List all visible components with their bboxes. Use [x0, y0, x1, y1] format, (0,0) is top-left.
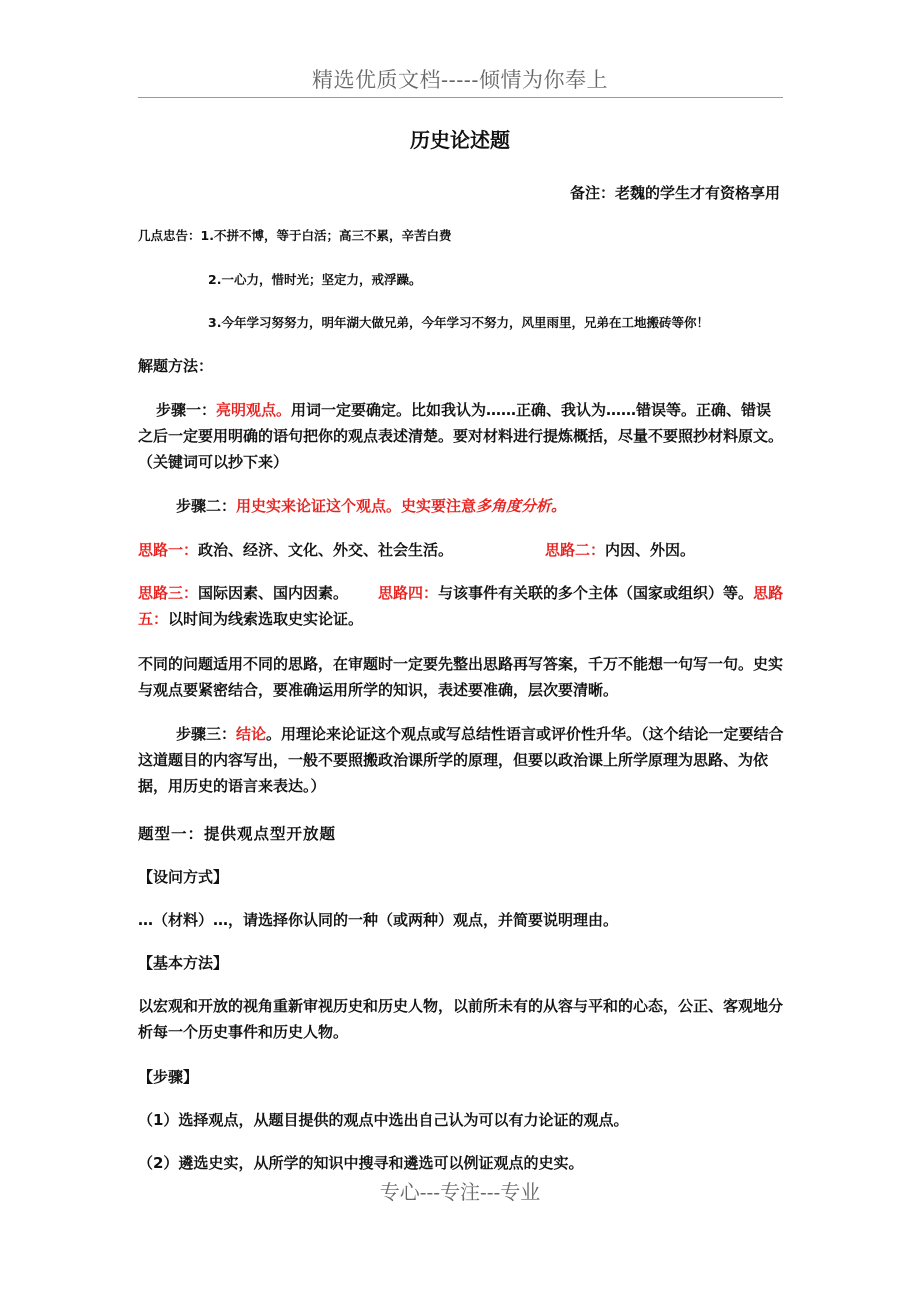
question-type-title: 题型一：提供观点型开放题 — [138, 825, 337, 843]
step2-label: 步骤二： — [176, 497, 237, 515]
advice-line-2: 2.一心力，惜时光；坚定力，戒浮躁。 — [208, 272, 422, 287]
ask-text: …（材料）…，请选择你认同的一种（或两种）观点，并简要说明理由。 — [138, 911, 619, 929]
step-item: （1）选择观点，从题目提供的观点中选出自己认为可以有力论证的观点。 — [138, 1111, 629, 1129]
page-header: 精选优质文档-----倾情为你奉上 — [312, 68, 608, 92]
step1-text: 用词一定要确定。比如我认为……正确、我认为……错误等。正确、错误之后一定要用明确的语句把你的观点表述清楚。要对材料进行提炼概括，尽量不要照抄材料原文。（关键词可以抄下来） — [138, 401, 784, 471]
step3-label: 步骤三： — [176, 725, 237, 743]
page-footer: 专心---专注---专业 — [379, 1180, 541, 1204]
steps-heading: 【步骤】 — [138, 1068, 199, 1086]
advice-line-3: 3.今年学习努努力，明年湖大做兄弟，今年学习不努力，风里雨里，兄弟在工地搬砖等你！ — [208, 315, 709, 330]
step2-key-italic: 多角度分析。 — [476, 497, 567, 515]
step-item: （2）遴选史实，从所学的知识中搜寻和遴选可以例证观点的史实。 — [138, 1154, 584, 1172]
idea3-text: 国际因素、国内因素。 — [198, 584, 349, 602]
step2-key: 用史实来论证这个观点。史实要注意 — [236, 497, 477, 515]
idea5-label: 思路五： — [138, 584, 784, 628]
idea-row-3 — [138, 580, 786, 632]
idea5-text: 以时间为线索选取史实论证。 — [168, 610, 364, 628]
idea4-label: 思路四： — [378, 584, 439, 602]
step3-text: 。用理论来论证这个观点或写总结性语言或评价性升华。（这个结论一定要结合这道题目的内容写出，一般不要照搬政治课所学的原理，但要以政治课上所学原理为思路、为依据，用历史的语言来表达。） — [138, 725, 784, 795]
ideas-note-paragraph: 不同的问题适用不同的思路，在审题时一定要先整出思路再写答案，千万不能想一句写一句。史实与观点要紧密结合，要准确运用所学的知识，表述要准确，层次要清晰。 — [138, 655, 784, 699]
idea4-text: 与该事件有关联的多个主体（国家或组织）等。 — [438, 584, 754, 602]
step2-paragraph — [138, 493, 786, 519]
step1-paragraph — [138, 397, 786, 475]
basic-heading: 【基本方法】 — [138, 954, 229, 972]
step1-label: 步骤一： — [156, 401, 217, 419]
remark-note: 备注：老魏的学生才有资格享用 — [569, 184, 780, 202]
idea3-label: 思路三： — [138, 584, 199, 602]
document-title: 历史论述题 — [410, 128, 510, 152]
method-label: 解题方法： — [138, 357, 214, 375]
advice-line-1: 几点忠告：1.不拼不博，等于白活；高三不累，辛苦白费 — [138, 228, 452, 243]
ask-heading: 【设问方式】 — [138, 868, 229, 886]
idea1-label: 思路一： — [138, 541, 199, 559]
basic-text: 以宏观和开放的视角重新审视历史和历史人物，以前所未有的从容与平和的心态，公正、客观地分析每一个历史事件和历史人物。 — [138, 997, 784, 1041]
header-divider — [138, 97, 783, 98]
idea-row-2 — [545, 537, 785, 563]
idea2-label: 思路二： — [545, 541, 606, 559]
idea1-text: 政治、经济、文化、外交、社会生活。 — [198, 541, 454, 559]
step1-key: 亮明观点。 — [216, 401, 292, 419]
idea2-text: 内因、外因。 — [605, 541, 696, 559]
step3-paragraph — [138, 721, 786, 799]
step3-key: 结论 — [236, 725, 267, 743]
